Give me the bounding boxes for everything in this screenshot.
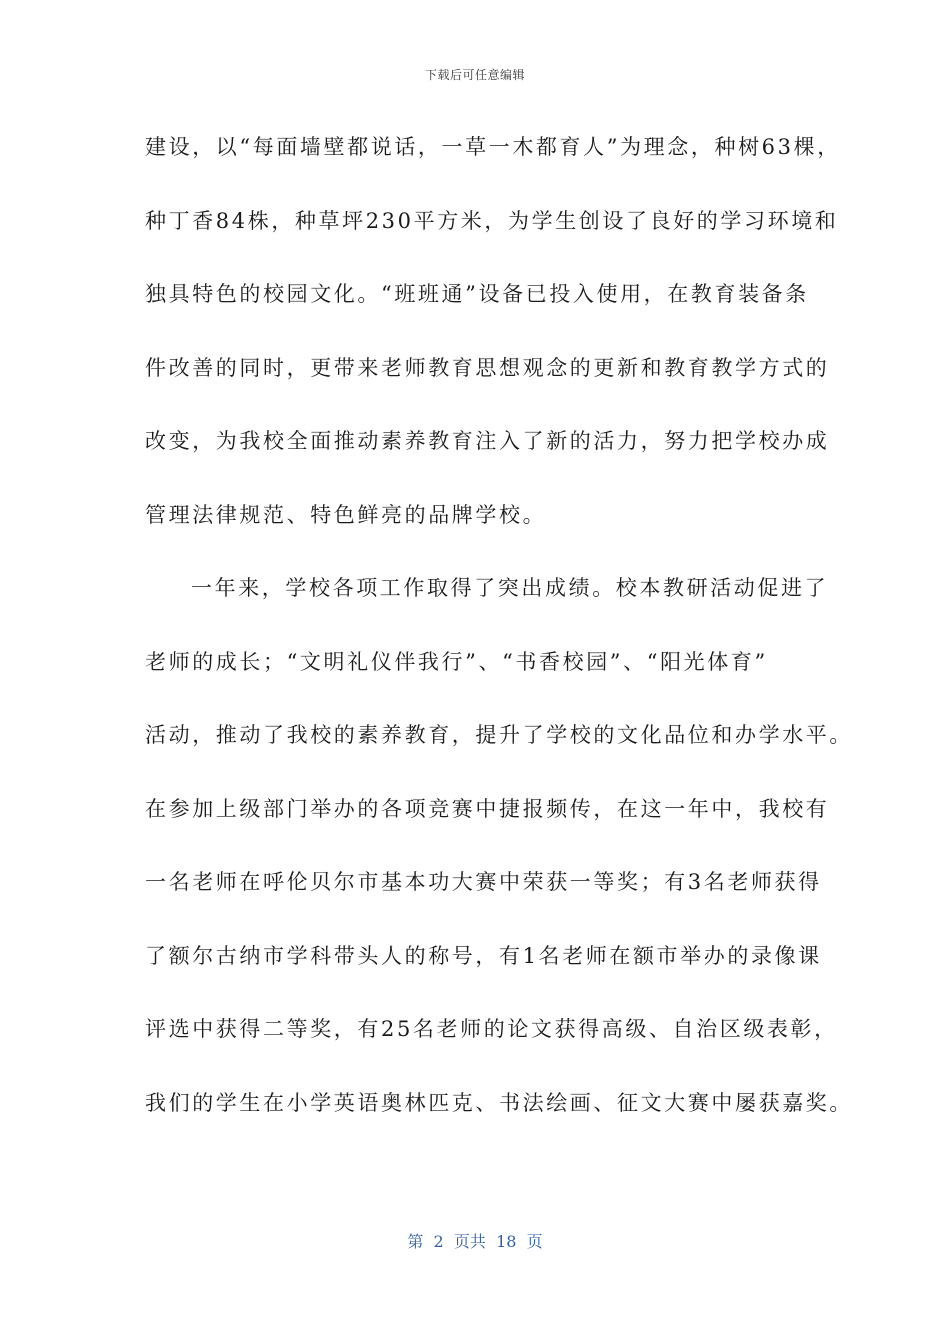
text-line: 件改善的同时，更带来老师教育思想观念的更新和教育教学方式的 [145,355,830,380]
text-line: 我们的学生在小学英语奥林匹克、书法绘画、征文大赛中屡获嘉奖。 [145,1090,853,1115]
text-line: 了额尔古纳市学科带头人的称号，有1名老师在额市举办的录像课 [145,943,822,968]
text-line: 建设，以“每面墙壁都说话，一草一木都育人”为理念，种树63棵， [145,135,841,159]
document-body [145,123,853,1152]
paragraph-start-line: 一年来，学校各项工作取得了突出成绩。校本教研活动促进了 [191,576,829,600]
text-line: 老师的成长；“文明礼仪伴我行”、“书香校园”、“阳光体育” [145,649,768,674]
text-line: 种丁香84株，种草坪230平方米，为学生创设了良好的学习环境和 [145,208,839,233]
text-line: 一名老师在呼伦贝尔市基本功大赛中荣获一等奖；有3名老师获得 [145,870,822,894]
text-line: 活动，推动了我校的素养教育，提升了学校的文化品位和办学水平。 [145,723,853,747]
text-line: 改变，为我校全面推动素养教育注入了新的活力，努力把学校办成 [145,429,830,453]
header-note: 下载后可任意编辑 [424,68,525,82]
page-number: 第 2 页共 18 页 [407,1232,543,1251]
text-line: 独具特色的校园文化。“班班通”设备已投入使用，在教育装备条 [145,282,809,306]
text-line: 在参加上级部门举办的各项竞赛中捷报频传，在这一年中，我校有 [145,796,830,821]
text-line: 管理法律规范、特色鲜亮的品牌学校。 [145,502,547,527]
text-line: 评选中获得二等奖，有25名老师的论文获得高级、自治区级表彰， [145,1017,838,1041]
